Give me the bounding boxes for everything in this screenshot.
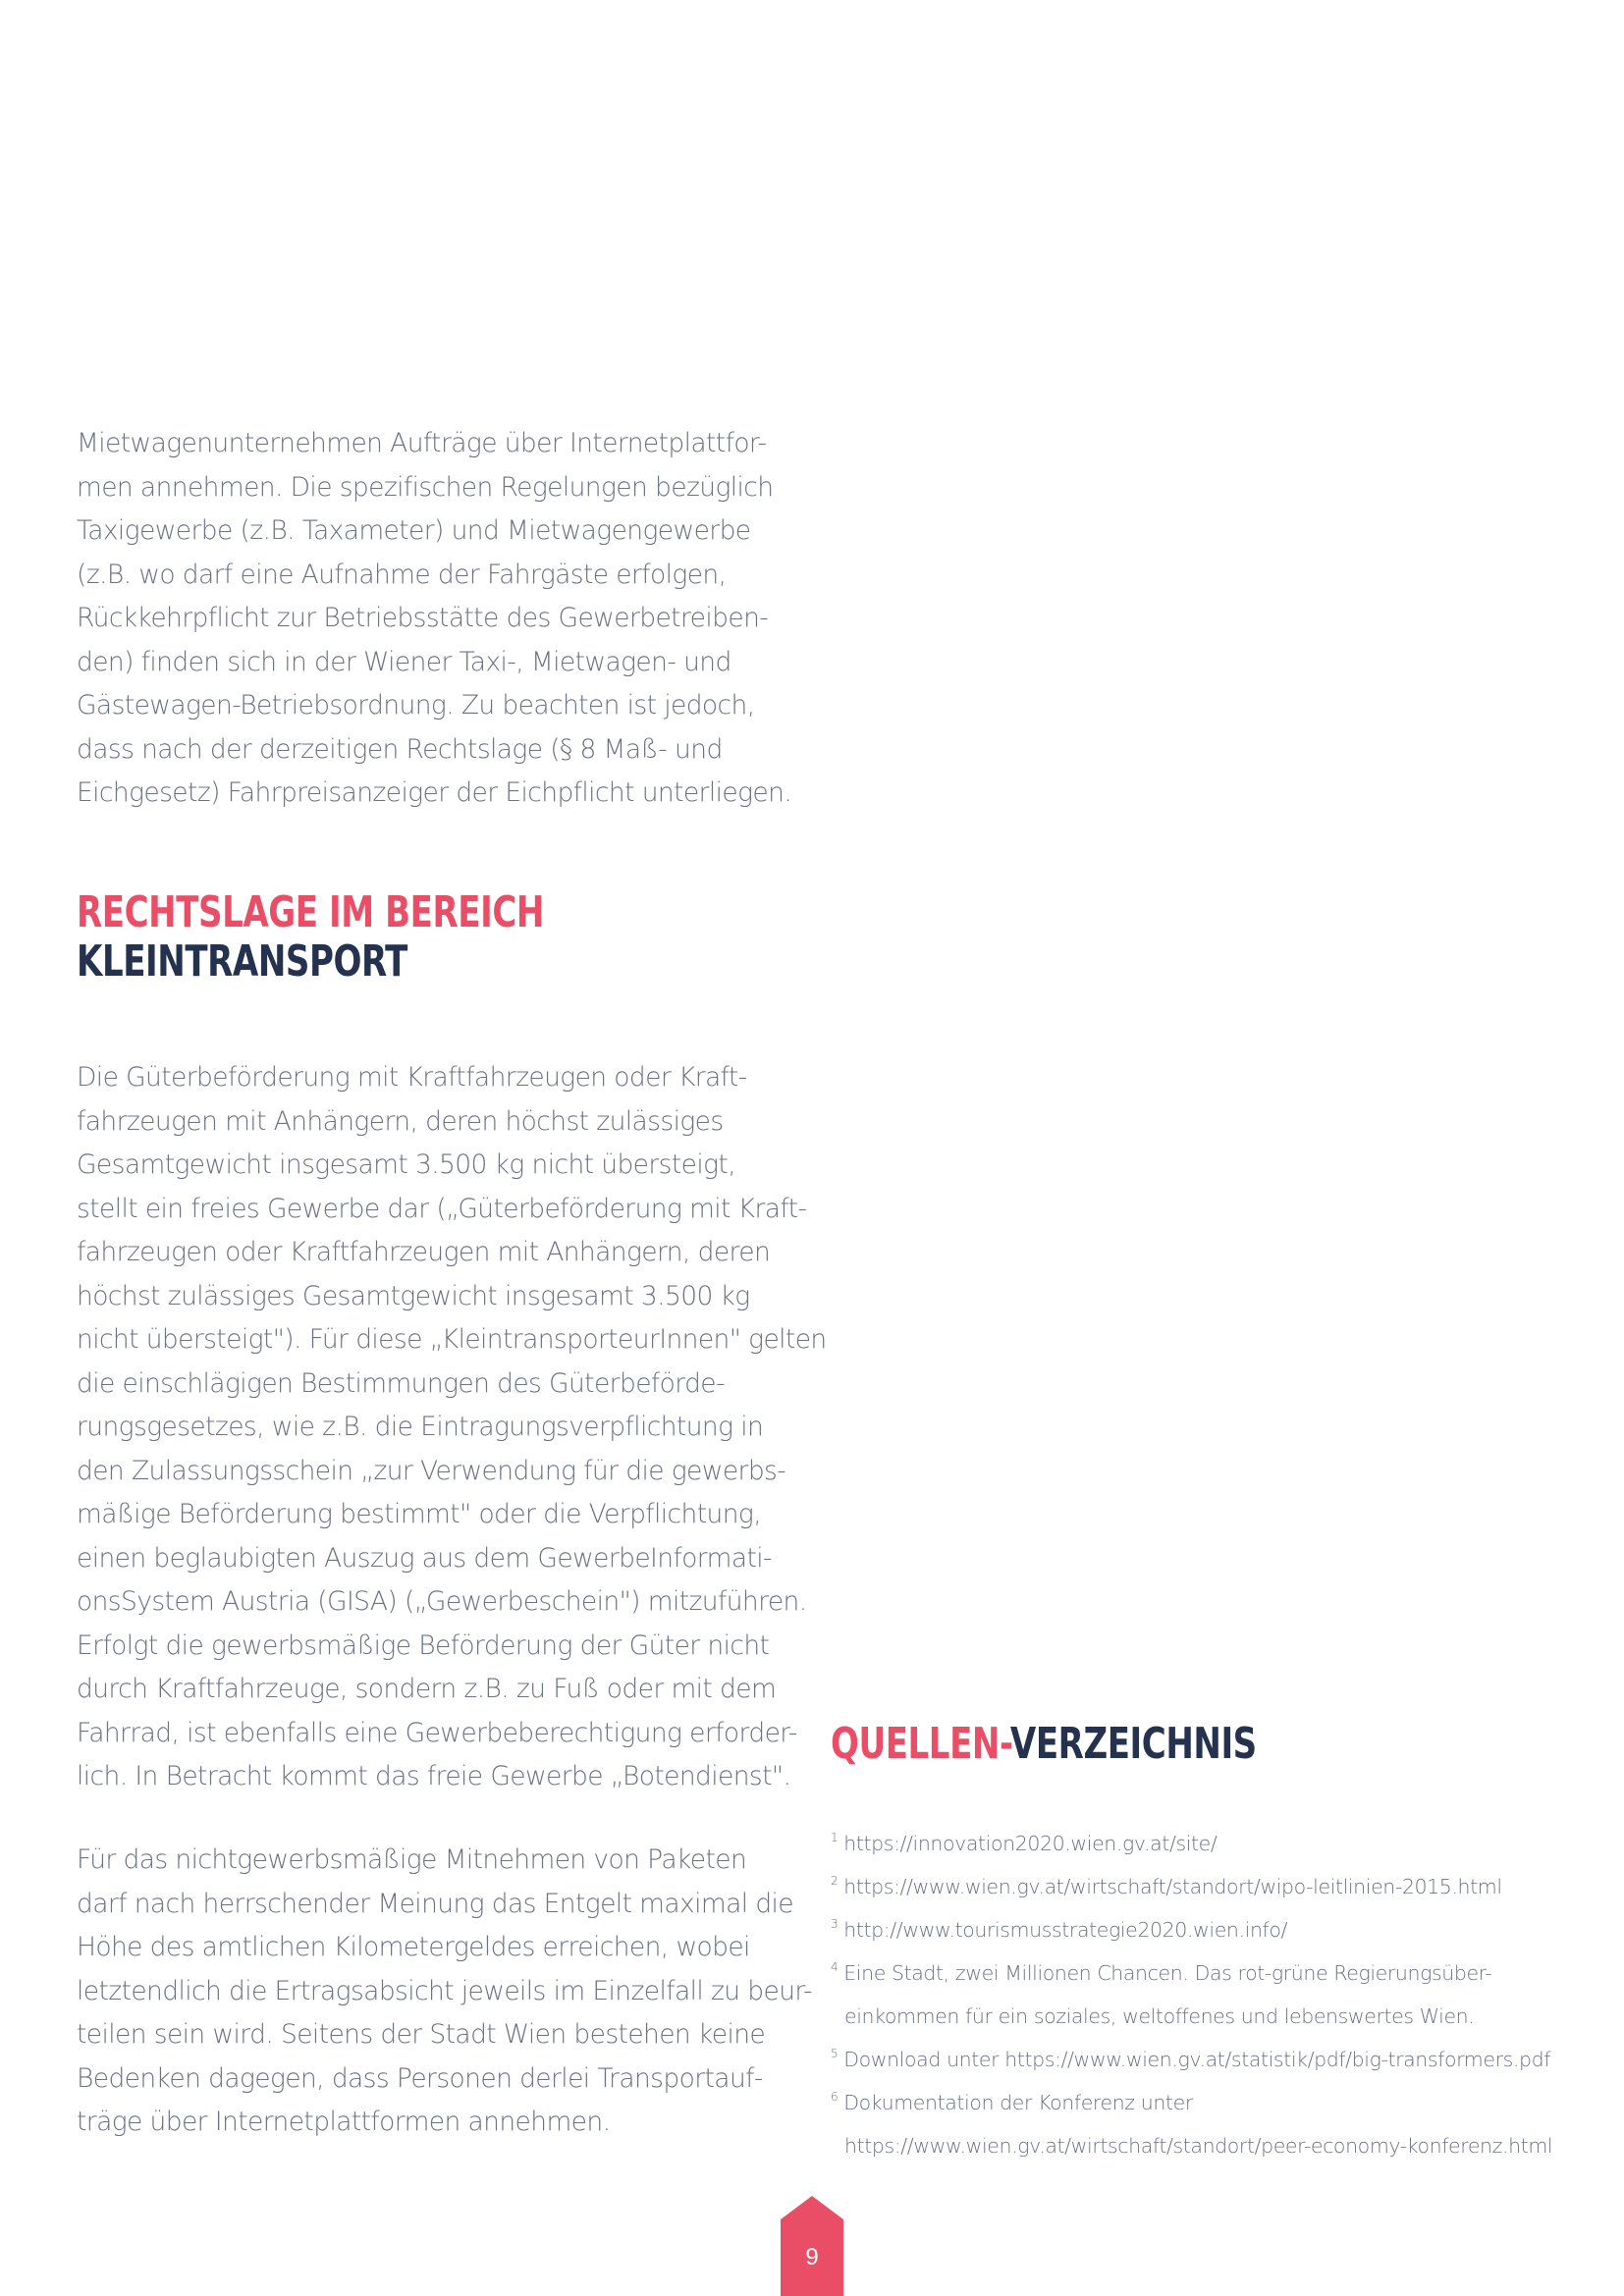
page-number: 9: [805, 2244, 819, 2270]
reference-text: Eine Stadt, zwei Millionen Chancen. Das rot-grüne Regierungsüber-: [843, 1961, 1492, 1985]
paragraph-line: nicht übersteigt"). Für diese „KleintransporteurInnen" gelten: [77, 1324, 827, 1355]
reference-number: 2: [831, 1874, 839, 1888]
paragraph-line: Mietwagenunternehmen Aufträge über Internetplattfor-: [77, 428, 767, 458]
heading-quellenverzeichnis: [831, 1720, 1257, 1769]
paragraph-line: die einschlägigen Bestimmungen des Güterbeförde-: [77, 1367, 725, 1399]
paragraph-line: den Zulassungsschein „zur Verwendung für die gewerbs-: [77, 1455, 786, 1486]
paragraph-line: Für das nichtgewerbsmäßige Mitnehmen von Paketen: [77, 1844, 747, 1875]
paragraph-line: Fahrrad, ist ebenfalls eine Gewerbeberechtigung erforder-: [77, 1717, 797, 1748]
paragraph-line: den) finden sich in der Wiener Taxi-, Mietwagen- und: [77, 646, 731, 677]
reference-number: 1: [831, 1831, 839, 1844]
reference-item: [831, 1951, 1597, 1995]
paragraph-line: Gästewagen-Betriebsordnung. Zu beachten ist jedoch,: [77, 690, 755, 721]
paragraph-gueterbefoerderung: [77, 1056, 827, 1799]
reference-text: https://innovation2020.wien.gv.at/site/: [843, 1832, 1218, 1855]
reference-number: 4: [831, 1960, 839, 1974]
paragraph-line: Bedenken dagegen, dass Personen derlei Transportauf-: [77, 2062, 763, 2094]
reference-list: [831, 1822, 1597, 2167]
paragraph-taxi-mietwagen: [77, 422, 791, 816]
reference-number: 5: [831, 2047, 839, 2060]
paragraph-line: Taxigewerbe (z.B. Taxameter) und Mietwagengewerbe: [77, 515, 751, 546]
reference-text-continued: einkommen für ein soziales, weltoffenes und lebenswertes Wien.: [844, 2004, 1475, 2028]
reference-text: https://www.wien.gv.at/wirtschaft/standort/wipo-leitlinien-2015.html: [843, 1875, 1502, 1898]
paragraph-paketmitnahme: [77, 1839, 812, 2145]
heading-quellen-accent: QUELLEN-: [831, 1719, 1010, 1769]
paragraph-line: fahrzeugen oder Kraftfahrzeugen mit Anhängern, deren: [77, 1237, 771, 1267]
paragraph-line: onsSystem Austria (GISA) („Gewerbeschein") mitzuführen.: [77, 1586, 807, 1617]
paragraph-line: höchst zulässiges Gesamtgewicht insgesamt 3.500 kg: [77, 1280, 750, 1311]
paragraph-line: fahrzeugen mit Anhängern, deren höchst zulässiges: [77, 1105, 724, 1137]
reference-number: 6: [831, 2090, 839, 2104]
paragraph-line: lich. In Betracht kommt das freie Gewerbe „Botendienst".: [77, 1761, 791, 1791]
paragraph-line: einen beglaubigten Auszug aus dem GewerbeInformati-: [77, 1542, 772, 1574]
paragraph-line: teilen sein wird. Seitens der Stadt Wien bestehen keine: [77, 2019, 766, 2050]
paragraph-line: letztendlich die Ertragsabsicht jeweils im Einzelfall zu beur-: [77, 1975, 812, 2006]
paragraph-line: Gesamtgewicht insgesamt 3.500 kg nicht übersteigt,: [77, 1149, 736, 1180]
paragraph-line: Höhe des amtlichen Kilometergeldes erreichen, wobei: [77, 1932, 750, 1962]
heading-quellen-rest: VERZEICHNIS: [1009, 1719, 1257, 1769]
paragraph-line: dass nach der derzeitigen Rechtslage (§ 8 Maß- und: [77, 733, 723, 765]
reference-number: 3: [831, 1917, 839, 1931]
paragraph-line: durch Kraftfahrzeuge, sondern z.B. zu Fuß oder mit dem: [77, 1674, 777, 1704]
reference-text: Dokumentation der Konferenz unter: [843, 2091, 1193, 2114]
paragraph-line: Eichgesetz) Fahrpreisanzeiger der Eichpflicht unterliegen.: [77, 777, 792, 808]
reference-item[interactable]: [831, 2124, 1597, 2167]
paragraph-line: mäßige Beförderung bestimmt" oder die Verpflichtung,: [77, 1499, 762, 1529]
heading-line-1: RECHTSLAGE IM BEREICH: [77, 887, 544, 937]
paragraph-line: rungsgesetzes, wie z.B. die Eintragungsverpflichtung in: [77, 1412, 764, 1442]
reference-item: [831, 2081, 1597, 2124]
reference-item[interactable]: [831, 1865, 1597, 1908]
paragraph-line: Die Güterbeförderung mit Kraftfahrzeugen oder Kraft-: [77, 1062, 747, 1093]
reference-item[interactable]: [831, 2038, 1597, 2081]
paragraph-line: Rückkehrpflicht zur Betriebsstätte des Gewerbetreiben-: [77, 603, 769, 633]
paragraph-line: träge über Internetplattformen annehmen.: [77, 2107, 611, 2137]
reference-text: http://www.tourismusstrategie2020.wien.info/: [843, 1918, 1287, 1942]
paragraph-line: Erfolgt die gewerbsmäßige Beförderung der Güter nicht: [77, 1629, 770, 1661]
paragraph-line: men annehmen. Die spezifischen Regelungen bezüglich: [77, 471, 774, 503]
heading-line-2: KLEINTRANSPORT: [77, 936, 407, 987]
heading-rechtslage-kleintransport: [77, 888, 544, 987]
reference-text-continued: https://www.wien.gv.at/wirtschaft/standort/peer-economy-konferenz.html: [844, 2134, 1553, 2158]
reference-item: [831, 1995, 1597, 2038]
paragraph-line: (z.B. wo darf eine Aufnahme der Fahrgäste erfolgen,: [77, 559, 727, 590]
paragraph-line: darf nach herrschender Meinung das Entgelt maximal die: [77, 1888, 794, 1919]
reference-item[interactable]: [831, 1822, 1597, 1865]
reference-text: Download unter https://www.wien.gv.at/statistik/pdf/big-transformers.pdf: [843, 2048, 1551, 2071]
reference-item[interactable]: [831, 1908, 1597, 1951]
paragraph-line: stellt ein freies Gewerbe dar („Güterbeförderung mit Kraft-: [77, 1193, 807, 1224]
